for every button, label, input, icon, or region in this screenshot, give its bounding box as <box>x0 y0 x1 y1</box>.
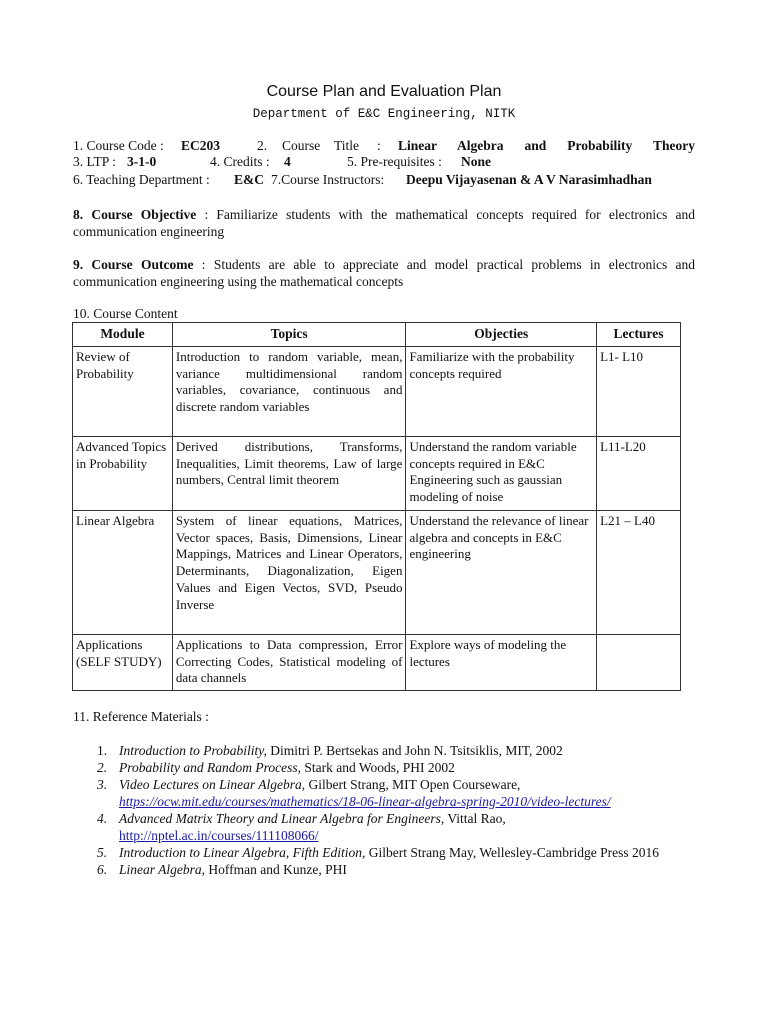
course-title-label-num: 2. <box>257 138 268 153</box>
table-row <box>73 634 681 690</box>
reference-title: Introduction to Probability, <box>119 743 267 758</box>
module-cell: Linear Algebra <box>73 510 173 634</box>
reference-title: Probability and Random Process, <box>119 760 301 775</box>
course-code-label: 1. Course Code : <box>73 138 164 153</box>
column-header-module: Module <box>73 323 173 347</box>
reference-details: Dimitri P. Bertsekas and John N. Tsitsiklis, MIT, 2002 <box>266 743 563 758</box>
prerequisites-value: None <box>461 154 491 169</box>
reference-title: Video Lectures on Linear Algebra <box>119 777 302 792</box>
reference-title: Linear Algebra <box>119 862 202 877</box>
course-title-colon: : <box>377 138 381 153</box>
topics-cell: Applications to Data compression, Error Correcting Codes, Statistical modeling of data channels <box>172 634 406 690</box>
course-content-table <box>72 322 681 691</box>
lectures-cell: L11-L20 <box>597 436 681 510</box>
reference-number: 5. <box>97 845 108 860</box>
course-objective <box>73 206 695 240</box>
reference-details: Stark and Woods, PHI 2002 <box>300 760 455 775</box>
reference-number: 2. <box>97 760 108 775</box>
reference-link[interactable]: http://nptel.ac.in/courses/111108066/ <box>119 828 319 843</box>
credits-value: 4 <box>284 154 291 169</box>
reference-number: 6. <box>97 862 108 877</box>
reference-materials-heading: 11. Reference Materials : <box>73 709 209 724</box>
course-content-heading: 10. Course Content <box>73 306 178 321</box>
course-outcome-label: 9. Course Outcome <box>73 257 194 272</box>
reference-number: 1. <box>97 743 108 758</box>
reference-details: , Hoffman and Kunze, PHI <box>201 862 347 877</box>
table-row <box>73 346 681 436</box>
reference-link[interactable]: https://ocw.mit.edu/courses/mathematics/18-06-linear-algebra-spring-2010/video-lectures/ <box>119 794 611 809</box>
lectures-cell <box>597 634 681 690</box>
ltp-value: 3-1-0 <box>127 154 157 169</box>
module-cell: Review of Probability <box>73 346 173 436</box>
reference-details: Gilbert Strang May, Wellesley-Cambridge Press 2016 <box>365 845 659 860</box>
column-header-objectives: Objecties <box>406 323 597 347</box>
course-outcome <box>73 256 695 290</box>
reference-details: , Vittal Rao, <box>440 811 506 826</box>
department-subtitle: Department of E&C Engineering, NITK <box>252 107 516 121</box>
ltp-label: 3. LTP : <box>73 154 116 169</box>
lectures-cell: L21 – L40 <box>597 510 681 634</box>
department-label: 6. Teaching Department : <box>73 172 210 187</box>
list-item <box>73 861 703 878</box>
list-item <box>73 742 703 759</box>
topics-cell: Derived distributions, Transforms, Inequalities, Limit theorems, Law of large numbers, Central limit theorem <box>172 436 406 510</box>
table-row <box>73 510 681 634</box>
column-header-topics: Topics <box>172 323 406 347</box>
table-row <box>73 436 681 510</box>
course-code-value: EC203 <box>181 138 221 153</box>
list-item <box>73 810 703 844</box>
module-cell: Applications (SELF STUDY) <box>73 634 173 690</box>
topics-cell: System of linear equations, Matrices, Vector spaces, Basis, Dimensions, Linear Mappings, Matrices and Linear Operators, Determinants, Diagonalization, Eigen Values and Eigen Vectos, SVD, Pseudo Inverse <box>172 510 406 634</box>
list-item <box>73 759 703 776</box>
objectives-cell: Understand the relevance of linear algebra and concepts in E&C engineering <box>406 510 597 634</box>
instructors-value: Deepu Vijayasenan & A V Narasimhadhan <box>406 172 652 187</box>
department-value: E&C <box>234 172 264 187</box>
module-cell: Advanced Topics in Probability <box>73 436 173 510</box>
objectives-cell: Understand the random variable concepts required in E&C Engineering such as gaussian modeling of noise <box>406 436 597 510</box>
course-objective-label: 8. Course Objective <box>73 207 197 222</box>
reference-title: Advanced Matrix Theory and Linear Algebra for Engineers <box>119 811 441 826</box>
instructors-label: 7.Course Instructors: <box>271 172 385 187</box>
table-header-row <box>73 323 681 347</box>
reference-details: , Gilbert Strang, MIT Open Courseware, <box>301 777 521 792</box>
course-title-label-word1: Course <box>282 138 321 153</box>
objectives-cell: Familiarize with the probability concepts required <box>406 346 597 436</box>
course-objective-text: : Familiarize students with the mathematical concepts required for electronics and communication engineering <box>73 207 696 239</box>
reference-list <box>73 742 703 878</box>
credits-label: 4. Credits : <box>210 154 270 169</box>
topics-cell: Introduction to random variable, mean, variance multidimensional random variables, covariance, continuous and discrete random variables <box>172 346 406 436</box>
course-title-label-word2: Title <box>334 138 360 153</box>
reference-title: Introduction to Linear Algebra, Fifth Edition, <box>119 845 366 860</box>
prerequisites-label: 5. Pre-requisites : <box>347 154 442 169</box>
page-title: Course Plan and Evaluation Plan <box>266 83 502 100</box>
column-header-lectures: Lectures <box>597 323 681 347</box>
list-item <box>73 844 703 861</box>
reference-number: 4. <box>97 811 108 826</box>
course-title-value: Linear Algebra and Probability Theory <box>398 138 695 153</box>
course-outcome-text: : Students are able to appreciate and model practical problems in electronics and communication engineering using the mathematical concepts <box>73 257 696 289</box>
lectures-cell: L1- L10 <box>597 346 681 436</box>
reference-number: 3. <box>97 777 108 792</box>
list-item <box>73 776 703 810</box>
objectives-cell: Explore ways of modeling the lectures <box>406 634 597 690</box>
